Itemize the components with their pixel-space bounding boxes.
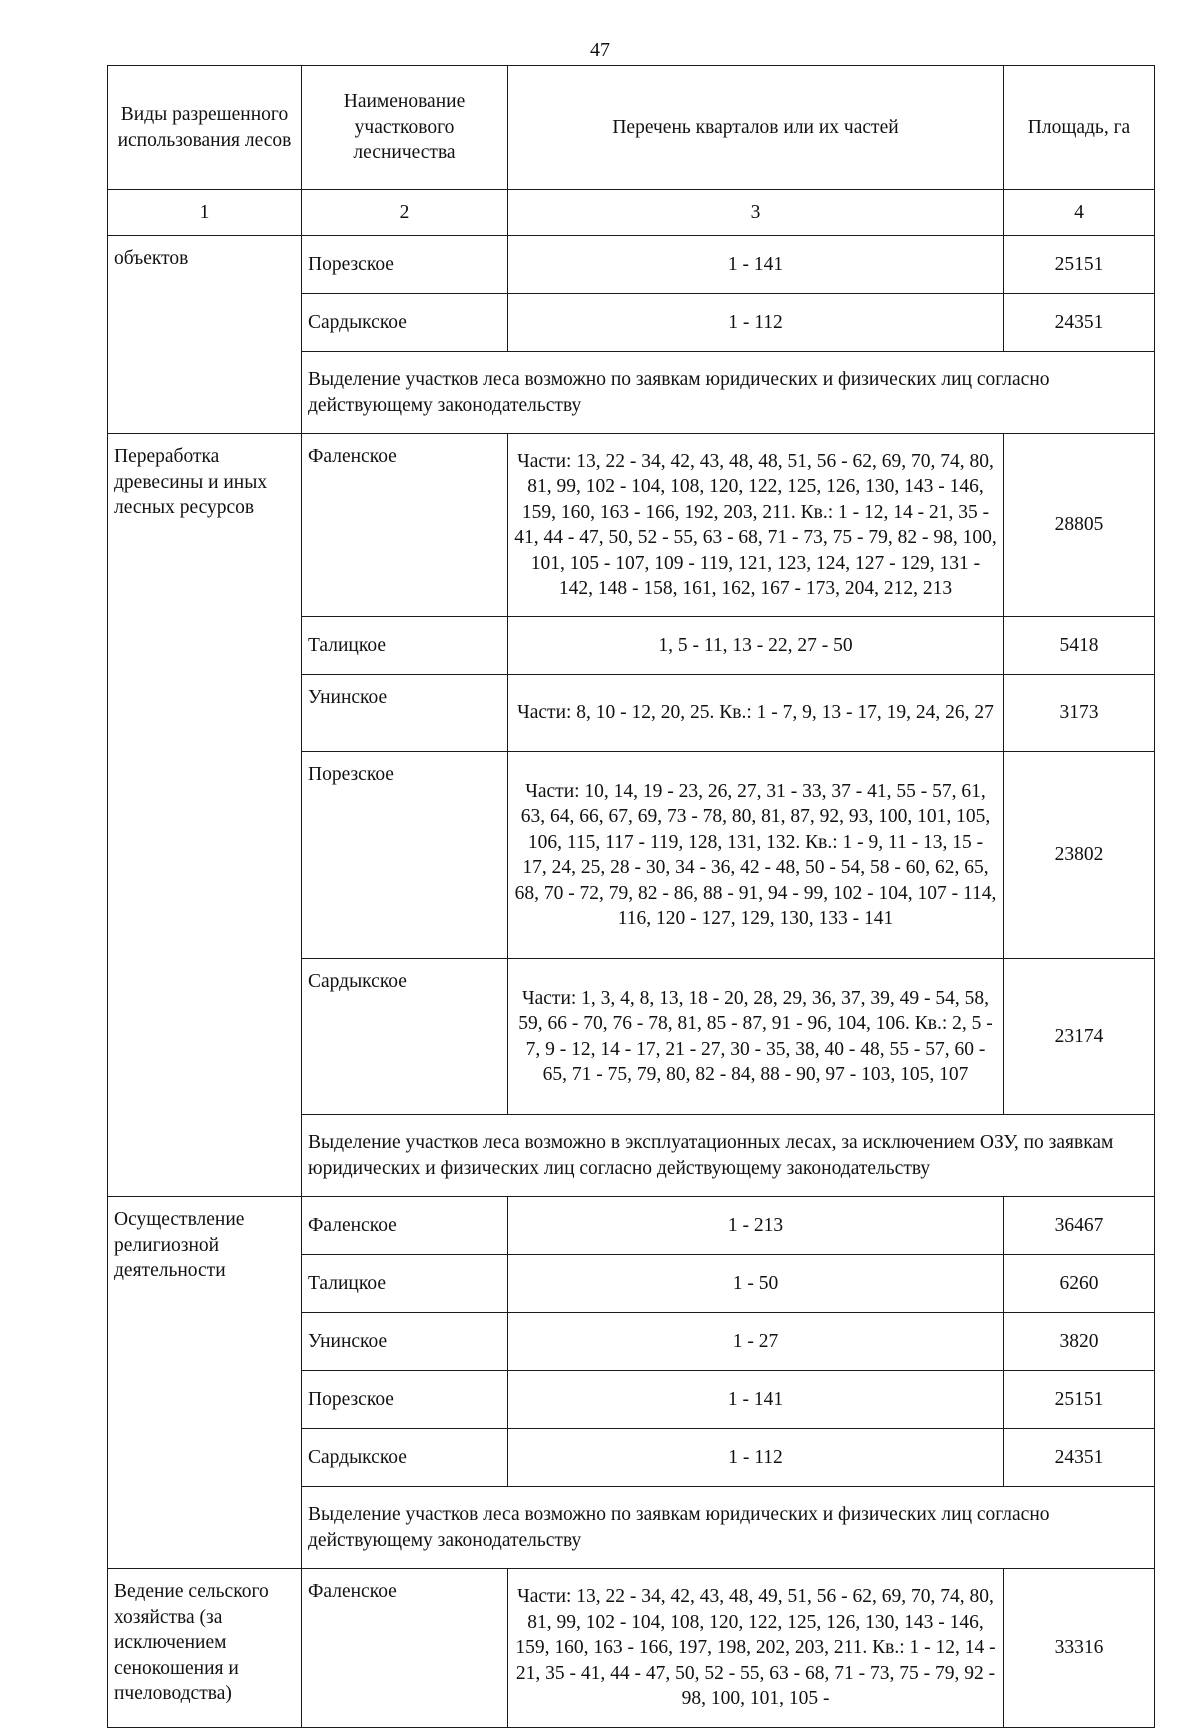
area-cell: 28805	[1004, 434, 1155, 617]
header-use-type: Виды разрешенного использования лесов	[108, 66, 302, 190]
table-row	[108, 1569, 1155, 1728]
page-number: 47	[590, 39, 610, 61]
quarters-cell: 1 - 141	[508, 236, 1004, 294]
quarters-cell: 1 - 112	[508, 294, 1004, 352]
forestry-cell: Фаленское	[302, 1197, 508, 1255]
area-cell: 36467	[1004, 1197, 1155, 1255]
column-number-row	[108, 190, 1155, 236]
quarters-cell: 1 - 27	[508, 1313, 1004, 1371]
forestry-cell: Порезское	[302, 1371, 508, 1429]
forestry-cell: Сардыкское	[302, 959, 508, 1115]
area-cell: 6260	[1004, 1255, 1155, 1313]
header-area: Площадь, га	[1004, 66, 1155, 190]
quarters-cell: 1 - 50	[508, 1255, 1004, 1313]
quarters-cell: 1 - 213	[508, 1197, 1004, 1255]
quarters-cell: 1, 5 - 11, 13 - 22, 27 - 50	[508, 617, 1004, 675]
forestry-cell: Талицкое	[302, 617, 508, 675]
quarters-cell: 1 - 112	[508, 1429, 1004, 1487]
use-type-cell: Ведение сельского хозяйства (за исключением сенокошения и пчеловодства)	[108, 1569, 302, 1728]
forest-use-table	[107, 65, 1155, 1728]
note-cell: Выделение участков леса возможно по заявкам юридических и физических лиц согласно действующему законодательству	[302, 352, 1155, 434]
header-quarters: Перечень кварталов или их частей	[508, 66, 1004, 190]
use-type-cell: Осуществление религиозной деятельности	[108, 1197, 302, 1569]
area-cell: 24351	[1004, 294, 1155, 352]
note-cell: Выделение участков леса возможно по заявкам юридических и физических лиц согласно действующему законодательству	[302, 1487, 1155, 1569]
quarters-cell: Части: 1, 3, 4, 8, 13, 18 - 20, 28, 29, 36, 37, 39, 49 - 54, 58, 59, 66 - 70, 76 - 78, 81, 85 - 87, 91 - 96, 104, 106. Кв.: 2, 5 - 7, 9 - 12, 14 - 17, 21 - 27, 30 - 35, 38, 40 - 48, 55 - 57, 60 - 65, 71 - 75, 79, 80, 82 - 84, 88 - 90, 97 - 103, 105, 107	[508, 959, 1004, 1115]
table-row	[108, 236, 1155, 294]
area-cell: 3820	[1004, 1313, 1155, 1371]
area-cell: 25151	[1004, 236, 1155, 294]
table-header-row	[108, 66, 1155, 190]
area-cell: 3173	[1004, 675, 1155, 752]
forestry-cell: Фаленское	[302, 434, 508, 617]
area-cell: 5418	[1004, 617, 1155, 675]
forestry-cell: Сардыкское	[302, 294, 508, 352]
use-type-cell: объектов	[108, 236, 302, 434]
table-row	[108, 434, 1155, 617]
quarters-cell: Части: 13, 22 - 34, 42, 43, 48, 49, 51, 56 - 62, 69, 70, 74, 80, 81, 99, 102 - 104, 108, 120, 122, 125, 126, 130, 143 - 146, 159, 160, 163 - 166, 197, 198, 202, 203, 211. Кв.: 1 - 12, 14 - 21, 35 - 41, 44 - 47, 50, 52 - 55, 63 - 68, 71 - 73, 75 - 79, 92 - 98, 100, 101, 105 -	[508, 1569, 1004, 1728]
quarters-cell: Части: 10, 14, 19 - 23, 26, 27, 31 - 33, 37 - 41, 55 - 57, 61, 63, 64, 66, 67, 69, 73 - 78, 80, 81, 87, 92, 93, 100, 101, 105, 106, 115, 117 - 119, 128, 131, 132. Кв.: 1 - 9, 11 - 13, 15 - 17, 24, 25, 28 - 30, 34 - 36, 42 - 48, 50 - 54, 58 - 60, 62, 65, 68, 70 - 72, 79, 82 - 86, 88 - 91, 94 - 99, 102 - 104, 107 - 114, 116, 120 - 127, 129, 130, 133 - 141	[508, 752, 1004, 959]
table-row	[108, 1197, 1155, 1255]
area-cell: 23802	[1004, 752, 1155, 959]
area-cell: 33316	[1004, 1569, 1155, 1728]
forestry-cell: Унинское	[302, 1313, 508, 1371]
use-type-cell: Переработка древесины и иных лесных ресурсов	[108, 434, 302, 1197]
column-number: 1	[108, 190, 302, 236]
header-forestry-name: Наименование участкового лесничества	[302, 66, 508, 190]
column-number: 2	[302, 190, 508, 236]
column-number: 4	[1004, 190, 1155, 236]
forestry-cell: Порезское	[302, 752, 508, 959]
forestry-cell: Фаленское	[302, 1569, 508, 1728]
forestry-cell: Сардыкское	[302, 1429, 508, 1487]
forestry-cell: Унинское	[302, 675, 508, 752]
quarters-cell: 1 - 141	[508, 1371, 1004, 1429]
forestry-cell: Порезское	[302, 236, 508, 294]
column-number: 3	[508, 190, 1004, 236]
area-cell: 24351	[1004, 1429, 1155, 1487]
forestry-cell: Талицкое	[302, 1255, 508, 1313]
quarters-cell: Части: 13, 22 - 34, 42, 43, 48, 48, 51, 56 - 62, 69, 70, 74, 80, 81, 99, 102 - 104, 108, 120, 122, 125, 126, 130, 143 - 146, 159, 160, 163 - 166, 192, 203, 211. Кв.: 1 - 12, 14 - 21, 35 - 41, 44 - 47, 50, 52 - 55, 63 - 68, 71 - 73, 75 - 79, 82 - 98, 100, 101, 105 - 107, 109 - 119, 121, 123, 124, 127 - 129, 131 - 142, 148 - 158, 161, 162, 167 - 173, 204, 212, 213	[508, 434, 1004, 617]
area-cell: 25151	[1004, 1371, 1155, 1429]
note-cell: Выделение участков леса возможно в эксплуатационных лесах, за исключением ОЗУ, по заявкам юридических и физических лиц согласно действующему законодательству	[302, 1115, 1155, 1197]
quarters-cell: Части: 8, 10 - 12, 20, 25. Кв.: 1 - 7, 9, 13 - 17, 19, 24, 26, 27	[508, 675, 1004, 752]
area-cell: 23174	[1004, 959, 1155, 1115]
